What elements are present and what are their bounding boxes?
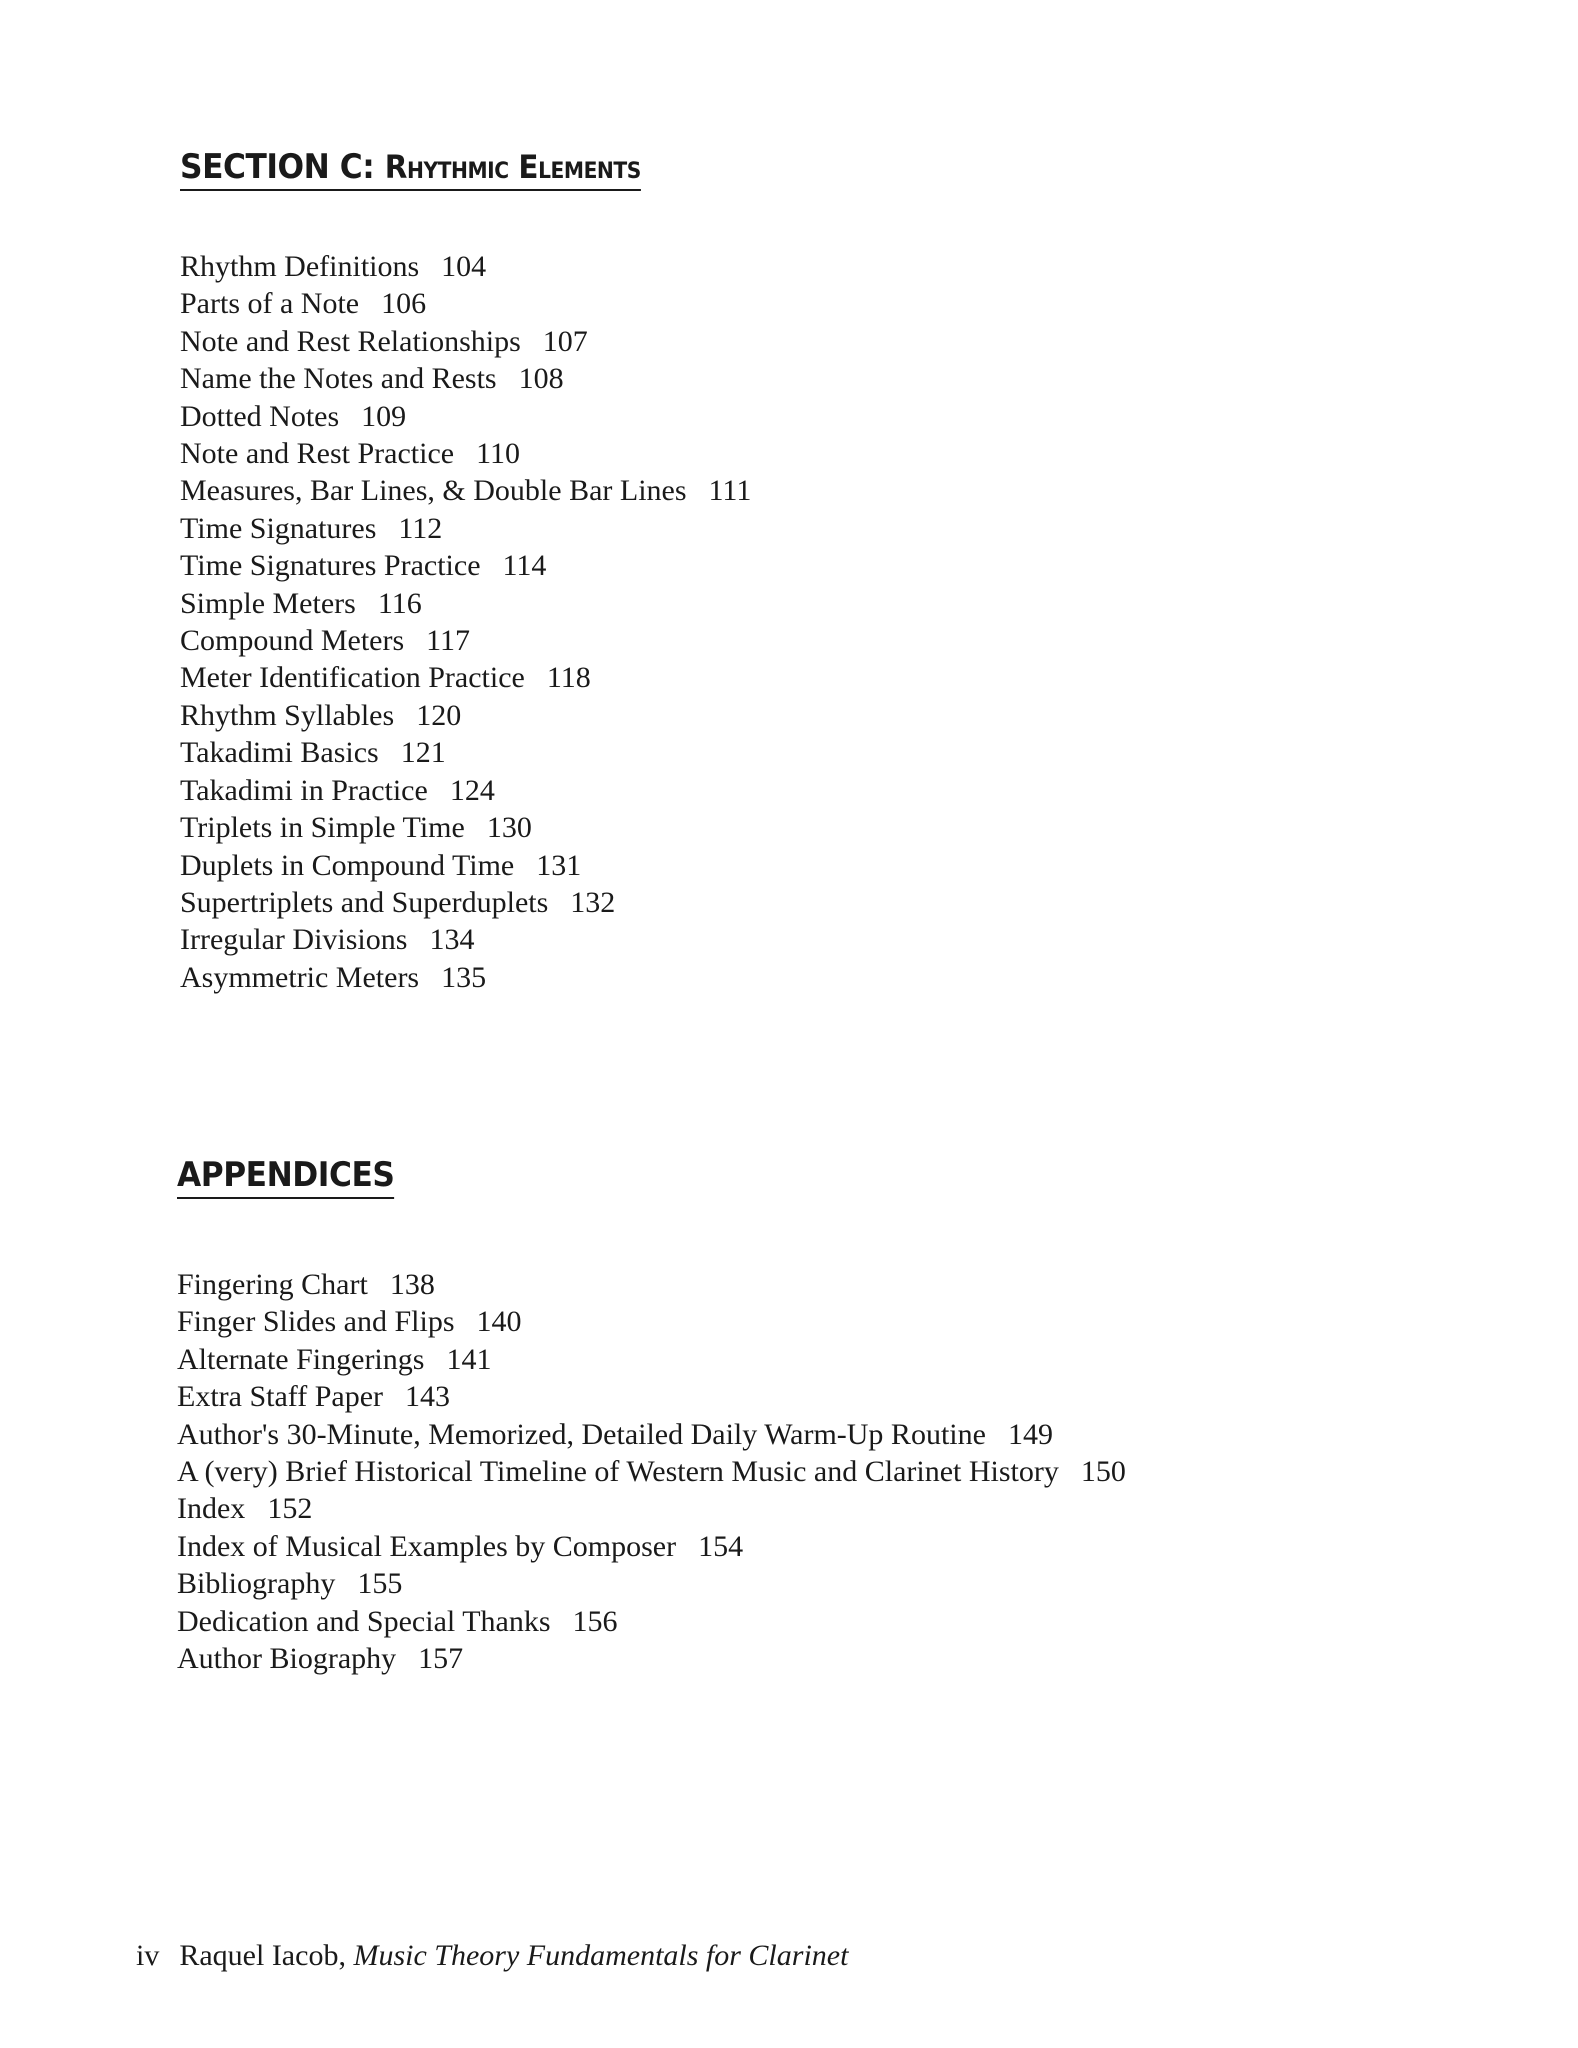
page-footer xyxy=(136,1937,848,1975)
section-c-heading xyxy=(180,147,641,191)
toc-entry xyxy=(180,547,751,584)
toc-entry-title: Supertriplets and Superduplets xyxy=(180,885,549,919)
toc-entry-page: 109 xyxy=(361,399,407,433)
toc-entry xyxy=(177,1565,1126,1602)
toc-entry-page: 112 xyxy=(398,511,443,545)
appendices-section xyxy=(177,1155,1126,1677)
page-number: iv xyxy=(136,1939,160,1972)
toc-entry-page: 143 xyxy=(405,1380,451,1414)
section-c-heading-sub: Rhythmic Elements xyxy=(384,148,641,186)
toc-entry xyxy=(180,809,751,846)
footer-author: Raquel Iacob, xyxy=(179,1939,354,1972)
toc-entry xyxy=(180,248,751,285)
toc-entry-title: Rhythm Definitions xyxy=(180,250,420,283)
toc-entry xyxy=(177,1341,1126,1378)
section-c-entry-list xyxy=(180,248,751,996)
toc-entry-title: Time Signatures xyxy=(180,511,377,545)
toc-entry xyxy=(177,1640,1126,1677)
toc-entry xyxy=(180,285,751,322)
toc-entry xyxy=(177,1490,1126,1527)
toc-entry-page: 106 xyxy=(381,287,427,321)
toc-entry-page: 131 xyxy=(536,848,582,882)
toc-entry-title: Extra Staff Paper xyxy=(177,1380,384,1414)
toc-entry-title: Author's 30-Minute, Memorized, Detailed Daily Warm-Up Routine xyxy=(177,1417,986,1451)
toc-entry-title: Bibliography xyxy=(177,1567,336,1601)
toc-entry-page: 156 xyxy=(572,1604,618,1638)
toc-entry xyxy=(180,435,751,472)
toc-entry-title: Duplets in Compound Time xyxy=(180,848,515,882)
toc-entry-title: Index of Musical Examples by Composer xyxy=(177,1529,677,1563)
toc-entry-title: Takadimi in Practice xyxy=(180,773,428,807)
toc-entry xyxy=(180,959,751,996)
toc-entry xyxy=(180,697,751,734)
toc-entry xyxy=(180,772,751,809)
toc-entry-page: 155 xyxy=(357,1567,403,1601)
toc-entry-title: Finger Slides and Flips xyxy=(177,1305,455,1339)
toc-entry xyxy=(177,1378,1126,1415)
toc-entry-title: Compound Meters xyxy=(180,624,405,658)
toc-entry-title: Time Signatures Practice xyxy=(180,549,481,583)
toc-entry-title: Author Biography xyxy=(177,1642,397,1676)
toc-entry-page: 149 xyxy=(1007,1417,1053,1451)
toc-entry-page: 111 xyxy=(708,474,752,508)
toc-entry-title: Irregular Divisions xyxy=(180,923,408,957)
toc-entry xyxy=(177,1266,1126,1303)
toc-entry xyxy=(177,1528,1126,1565)
toc-entry xyxy=(180,884,751,921)
toc-entry xyxy=(177,1303,1126,1340)
toc-entry xyxy=(180,622,751,659)
toc-entry-page: 130 xyxy=(486,811,532,845)
footer-book-title: Music Theory Fundamentals for Clarinet xyxy=(353,1939,849,1972)
toc-entry-page: 138 xyxy=(389,1268,435,1301)
toc-entry-page: 150 xyxy=(1080,1455,1126,1489)
toc-entry-title: Takadimi Basics xyxy=(180,736,379,770)
toc-entry xyxy=(177,1453,1126,1490)
toc-entry-title: Triplets in Simple Time xyxy=(180,811,465,845)
toc-entry-title: Index xyxy=(177,1492,246,1526)
toc-entry-page: 117 xyxy=(426,624,471,658)
toc-entry-page: 157 xyxy=(418,1642,464,1676)
toc-entry-page: 120 xyxy=(416,698,462,732)
toc-entry-title: Note and Rest Practice xyxy=(180,437,455,471)
toc-entry-title: Parts of a Note xyxy=(180,287,360,321)
section-c-heading-main: SECTION C: xyxy=(180,147,385,187)
toc-entry-page: 132 xyxy=(570,885,616,919)
toc-entry xyxy=(177,1603,1126,1640)
toc-entry xyxy=(180,847,751,884)
appendices-heading xyxy=(177,1155,394,1199)
toc-entry-page: 114 xyxy=(502,549,547,583)
toc-entry xyxy=(180,585,751,622)
toc-entry xyxy=(180,921,751,958)
toc-entry-page: 141 xyxy=(446,1342,492,1376)
toc-entry-page: 152 xyxy=(267,1492,313,1526)
toc-entry-page: 134 xyxy=(429,923,475,957)
toc-entry-page: 135 xyxy=(441,960,487,994)
toc-entry-title: Meter Identification Practice xyxy=(180,661,525,695)
toc-entry-title: Fingering Chart xyxy=(177,1268,368,1301)
appendices-entry-list xyxy=(177,1266,1126,1677)
toc-entry-title: Note and Rest Relationships xyxy=(180,324,521,358)
toc-entry-title: Alternate Fingerings xyxy=(177,1342,425,1376)
toc-entry xyxy=(180,323,751,360)
toc-entry-page: 140 xyxy=(476,1305,522,1339)
section-c xyxy=(180,147,751,996)
toc-entry xyxy=(180,659,751,696)
toc-entry xyxy=(180,360,751,397)
toc-entry-page: 116 xyxy=(377,586,422,620)
toc-entry-title: Dotted Notes xyxy=(180,399,340,433)
toc-entry xyxy=(180,398,751,435)
toc-entry-page: 154 xyxy=(698,1529,744,1563)
toc-entry-title: Name the Notes and Rests xyxy=(180,362,497,396)
toc-entry-page: 104 xyxy=(441,250,487,283)
toc-entry-title: Rhythm Syllables xyxy=(180,698,395,732)
toc-entry-page: 118 xyxy=(546,661,591,695)
toc-entry xyxy=(177,1416,1126,1453)
toc-entry-title: Dedication and Special Thanks xyxy=(177,1604,551,1638)
toc-entry xyxy=(180,734,751,771)
toc-entry-page: 124 xyxy=(449,773,495,807)
toc-entry xyxy=(180,510,751,547)
toc-entry xyxy=(180,472,751,509)
toc-entry-page: 110 xyxy=(476,437,520,471)
toc-entry-title: Asymmetric Meters xyxy=(180,960,420,994)
toc-entry-title: Measures, Bar Lines, & Double Bar Lines xyxy=(180,474,687,508)
toc-entry-title: A (very) Brief Historical Timeline of Western Music and Clarinet History xyxy=(177,1455,1059,1489)
appendices-heading-main: APPENDICES xyxy=(177,1155,395,1195)
toc-entry-page: 121 xyxy=(400,736,446,770)
toc-entry-page: 107 xyxy=(542,324,588,358)
toc-entry-page: 108 xyxy=(518,362,564,396)
toc-entry-title: Simple Meters xyxy=(180,586,356,620)
